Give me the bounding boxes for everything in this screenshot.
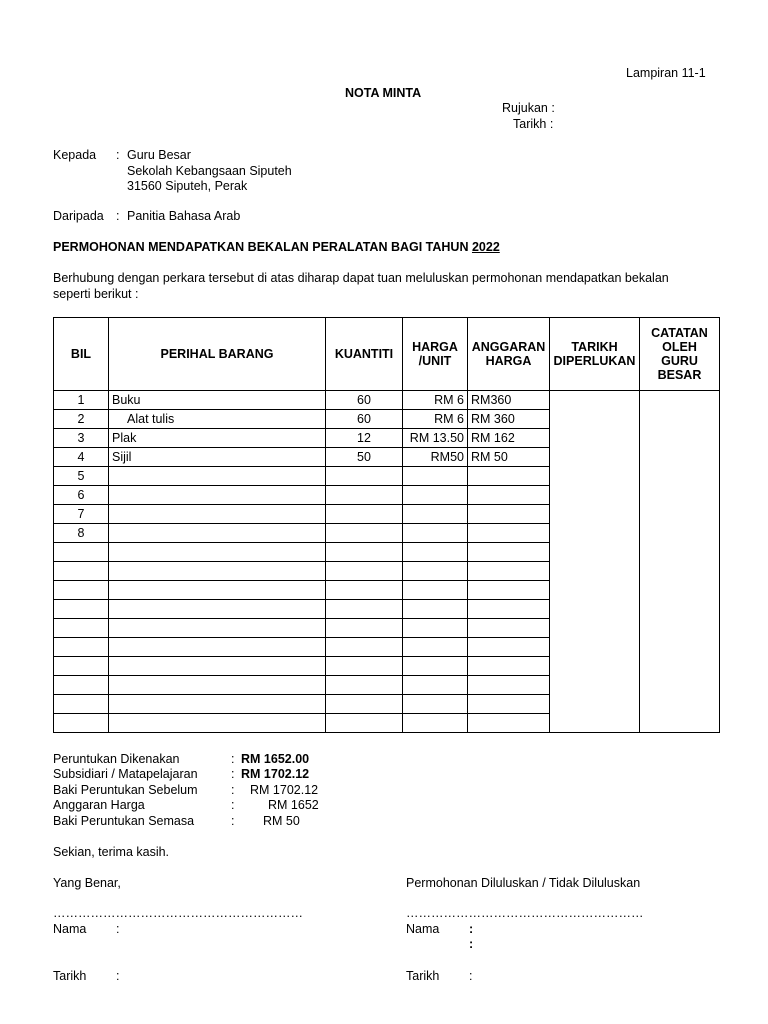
summary-label: Anggaran Harga	[53, 798, 145, 812]
summary-label: Baki Peruntukan Sebelum	[53, 783, 198, 797]
summary-label: Baki Peruntukan Semasa	[53, 814, 195, 828]
cell-harga: RM50	[403, 448, 468, 467]
tarikh-label: Tarikh :	[513, 117, 554, 131]
header-kuantiti: KUANTITI	[326, 318, 403, 391]
cell-kuantiti	[326, 676, 403, 695]
cell-kuantiti	[326, 562, 403, 581]
subject-text: PERMOHONAN MENDAPATKAN BEKALAN PERALATAN BAGI TAHUN	[53, 240, 472, 254]
header-catatan: CATATAN OLEH GURU BESAR	[640, 318, 720, 391]
cell-kuantiti	[326, 543, 403, 562]
cell-kuantiti	[326, 524, 403, 543]
cell-perihal	[109, 524, 326, 543]
right-tarikh-label: Tarikh	[406, 969, 440, 983]
cell-harga	[403, 543, 468, 562]
daripada-colon: :	[116, 209, 120, 223]
kepada-line-3: 31560 Siputeh, Perak	[127, 179, 248, 193]
cell-anggaran	[468, 581, 550, 600]
cell-harga	[403, 524, 468, 543]
cell-anggaran	[468, 524, 550, 543]
cell-perihal	[109, 657, 326, 676]
cell-kuantiti	[326, 505, 403, 524]
right-signature-line: …………………………………………………	[406, 906, 644, 920]
cell-bil: 5	[54, 467, 109, 486]
daripada-value: Panitia Bahasa Arab	[127, 209, 241, 223]
summary-value: RM 50	[263, 814, 300, 828]
cell-perihal	[109, 505, 326, 524]
rujukan-label: Rujukan :	[502, 101, 555, 115]
cell-perihal	[109, 600, 326, 619]
summary-label: Subsidiari / Matapelajaran	[53, 767, 198, 781]
summary-colon: :	[231, 814, 235, 828]
cell-anggaran: RM 360	[468, 410, 550, 429]
cell-anggaran	[468, 600, 550, 619]
cell-kuantiti: 60	[326, 410, 403, 429]
cell-bil: 6	[54, 486, 109, 505]
cell-bil	[54, 600, 109, 619]
cell-kuantiti	[326, 600, 403, 619]
cell-anggaran	[468, 467, 550, 486]
cell-harga	[403, 562, 468, 581]
cell-anggaran	[468, 505, 550, 524]
summary-colon: :	[231, 798, 235, 812]
kepada-line-1: Guru Besar	[127, 148, 191, 162]
cell-catatan-merged	[640, 391, 720, 733]
cell-harga	[403, 486, 468, 505]
cell-harga	[403, 619, 468, 638]
approval-label: Permohonan Diluluskan / Tidak Diluluskan	[406, 876, 641, 890]
cell-bil	[54, 714, 109, 733]
kepada-line-2: Sekolah Kebangsaan Siputeh	[127, 164, 292, 178]
left-signature-line: ……………………………………………………	[53, 906, 303, 920]
cell-anggaran	[468, 657, 550, 676]
cell-kuantiti	[326, 714, 403, 733]
cell-kuantiti	[326, 581, 403, 600]
cell-anggaran	[468, 619, 550, 638]
cell-anggaran: RM360	[468, 391, 550, 410]
cell-harga: RM 6	[403, 391, 468, 410]
cell-harga	[403, 714, 468, 733]
left-tarikh-label: Tarikh	[53, 969, 87, 983]
right-tarikh-colon: :	[469, 969, 473, 983]
closing-text: Sekian, terima kasih.	[53, 845, 170, 859]
cell-anggaran	[468, 695, 550, 714]
left-nama-label: Nama	[53, 922, 87, 936]
header-tarikh: TARIKH DIPERLUKAN	[550, 318, 640, 391]
summary-value: RM 1702.12	[250, 783, 319, 797]
subject-heading	[53, 240, 500, 254]
cell-harga	[403, 600, 468, 619]
cell-anggaran	[468, 562, 550, 581]
cell-kuantiti: 12	[326, 429, 403, 448]
cell-harga	[403, 676, 468, 695]
cell-kuantiti	[326, 486, 403, 505]
summary-value: RM 1652.00	[241, 752, 310, 766]
header-perihal: PERIHAL BARANG	[109, 318, 326, 391]
cell-perihal	[109, 676, 326, 695]
cell-perihal: Plak	[109, 429, 326, 448]
cell-harga	[403, 467, 468, 486]
intro-line-2: seperti berikut :	[53, 287, 139, 301]
cell-bil: 3	[54, 429, 109, 448]
daripada-label: Daripada	[53, 209, 104, 223]
cell-perihal: Alat tulis	[109, 410, 326, 429]
cell-perihal	[109, 562, 326, 581]
summary-colon: :	[231, 752, 235, 766]
right-nama-colon: :	[469, 922, 474, 936]
request-table	[53, 317, 720, 733]
cell-harga: RM 13.50	[403, 429, 468, 448]
summary-value: RM 1652	[268, 798, 319, 812]
cell-tarikh-merged	[550, 391, 640, 733]
cell-kuantiti	[326, 695, 403, 714]
cell-anggaran: RM 162	[468, 429, 550, 448]
header-bil: BIL	[54, 318, 109, 391]
cell-anggaran	[468, 714, 550, 733]
summary-value: RM 1702.12	[241, 767, 310, 781]
cell-kuantiti	[326, 657, 403, 676]
cell-harga	[403, 638, 468, 657]
cell-bil	[54, 695, 109, 714]
cell-bil	[54, 638, 109, 657]
cell-bil: 1	[54, 391, 109, 410]
cell-bil: 7	[54, 505, 109, 524]
cell-perihal	[109, 619, 326, 638]
table-header-row	[54, 318, 720, 391]
left-tarikh-colon: :	[116, 969, 120, 983]
kepada-colon: :	[116, 148, 120, 162]
cell-bil	[54, 562, 109, 581]
cell-kuantiti	[326, 638, 403, 657]
cell-bil: 2	[54, 410, 109, 429]
cell-harga	[403, 657, 468, 676]
cell-anggaran	[468, 486, 550, 505]
cell-perihal	[109, 638, 326, 657]
cell-bil	[54, 676, 109, 695]
header-harga: HARGA /UNIT	[403, 318, 468, 391]
cell-anggaran: RM 50	[468, 448, 550, 467]
cell-harga: RM 6	[403, 410, 468, 429]
cell-perihal	[109, 714, 326, 733]
summary-colon: :	[231, 783, 235, 797]
cell-kuantiti: 60	[326, 391, 403, 410]
cell-perihal	[109, 695, 326, 714]
cell-bil	[54, 657, 109, 676]
cell-perihal	[109, 543, 326, 562]
right-nama-label: Nama	[406, 922, 440, 936]
cell-harga	[403, 695, 468, 714]
cell-anggaran	[468, 543, 550, 562]
cell-anggaran	[468, 638, 550, 657]
cell-perihal	[109, 467, 326, 486]
document-title: NOTA MINTA	[345, 86, 422, 100]
cell-bil: 8	[54, 524, 109, 543]
table-row	[54, 391, 720, 410]
cell-perihal	[109, 581, 326, 600]
intro-line-1: Berhubung dengan perkara tersebut di atas diharap dapat tuan meluluskan permohonan mendapatkan bekalan	[53, 271, 669, 285]
cell-bil	[54, 619, 109, 638]
right-extra-colon: :	[469, 937, 474, 951]
cell-bil	[54, 543, 109, 562]
cell-kuantiti: 50	[326, 448, 403, 467]
cell-perihal: Sijil	[109, 448, 326, 467]
cell-kuantiti	[326, 619, 403, 638]
yang-benar-label: Yang Benar,	[53, 876, 121, 890]
cell-harga	[403, 505, 468, 524]
lampiran-label: Lampiran 11-1	[626, 66, 706, 80]
header-anggaran: ANGGARAN HARGA	[468, 318, 550, 391]
left-nama-colon: :	[116, 922, 120, 936]
cell-bil	[54, 581, 109, 600]
cell-bil: 4	[54, 448, 109, 467]
cell-anggaran	[468, 676, 550, 695]
cell-kuantiti	[326, 467, 403, 486]
cell-perihal: Buku	[109, 391, 326, 410]
kepada-label: Kepada	[53, 148, 97, 162]
cell-harga	[403, 581, 468, 600]
summary-label: Peruntukan Dikenakan	[53, 752, 180, 766]
subject-year: 2022	[471, 240, 500, 254]
cell-perihal	[109, 486, 326, 505]
summary-colon: :	[231, 767, 235, 781]
